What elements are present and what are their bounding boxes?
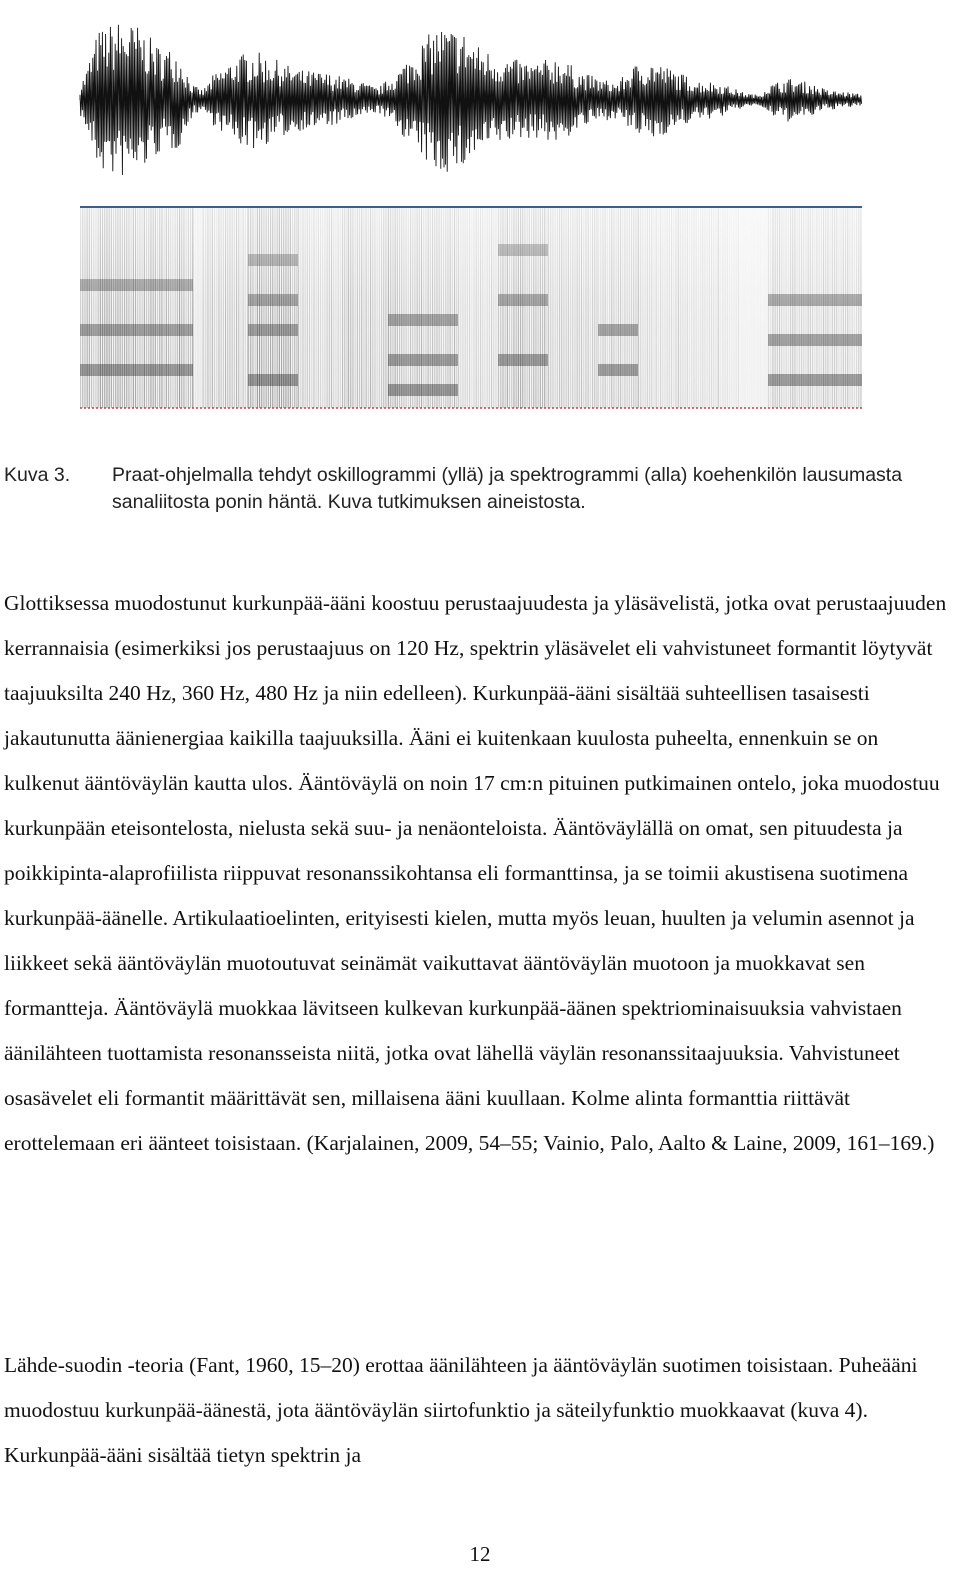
spectrogram bbox=[80, 206, 862, 408]
praat-figure bbox=[78, 0, 864, 415]
body-paragraph-1: Glottiksessa muodostunut kurkunpää-ääni koostuu perustaajuudesta ja yläsävelistä, jotka ovat perustaajuuden kerrannaisia (esimerkiksi jos perustaajuus on 120 Hz, spektrin yläsävelet eli vahvistuneet formantit löytyvät taajuuksilta 240 Hz, 360 Hz, 480 Hz ja niin edelleen). Kurkunpää-ääni sisältää suhteellisen tasaisesti jakautunutta äänienergiaa kaikilla taajuuksilla. Ääni ei kuitenkaan kuulosta puheelta, ennenkuin se on kulkenut ääntöväylän kautta ulos. Ääntöväylä on noin 17 cm:n pituinen putkimainen ontelo, joka muodostuu kurkunpään eteisontelosta, nielusta sekä suu- ja nenäonteloista. Ääntöväylällä on omat, sen pituudesta ja poikkipinta-alaprofiilista riippuvat resonanssikohtansa eli formanttinsa, ja se toimii akustisena suotimena kurkunpää-äänelle. Artikulaatioelinten, erityisesti kielen, mutta myös leuan, huulten ja velumin asennot ja liikkeet sekä ääntöväylän muotoutuvat seinämät vaikuttavat ääntöväylän muotoon ja muokkavat sen formantteja. Ääntöväylä muokkaa lävitseen kulkevan kurkunpää-äänen spektriominaisuuksia vahvistaen äänilähteen tuottamista resonansseista niitä, jotka ovat lähellä väylän resonanssitaajuuksia. Vahvistuneet osasävelet eli formantit määrittävät sen, millaisena ääni kuullaan. Kolme alinta formanttia riittävät erottelemaan eri äänteet toisistaan. (Karjalainen, 2009, 54–55; Vainio, Palo, Aalto & Laine, 2009, 161–169.) bbox=[4, 591, 947, 1155]
body-paragraph-2: Lähde-suodin -teoria (Fant, 1960, 15–20) erottaa äänilähteen ja ääntöväylän suotimen toisistaan. Puheääni muodostuu kurkunpää-äänestä, jota ääntöväylän siirtofunktio ja säteilyfunktio muokkaavat (kuva 4). Kurkunpää-ääni sisältää tietyn spektrin ja bbox=[4, 1353, 918, 1467]
figure-svg bbox=[78, 0, 864, 415]
oscillogram-waveform bbox=[80, 25, 862, 175]
page-number: 12 bbox=[469, 1542, 491, 1566]
caption-text: Praat-ohjelmalla tehdyt oskillogrammi (yllä) ja spektrogrammi (alla) koehenkilön lausumasta sanaliitosta ponin häntä. Kuva tutkimuksen aineistosta. bbox=[112, 464, 903, 513]
caption-label: Kuva 3. bbox=[4, 464, 71, 486]
oscillogram bbox=[80, 25, 862, 175]
